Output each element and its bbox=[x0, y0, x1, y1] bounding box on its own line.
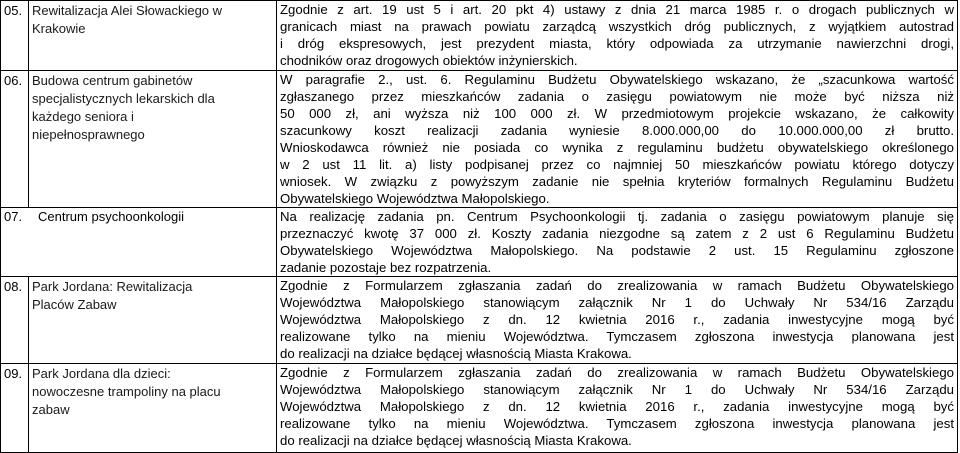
justification-line: wniosek. W związku z powyższym zadanie nie spełnia kryteriów formalnych Regulaminu Budżetu bbox=[280, 174, 954, 189]
justification bbox=[277, 1, 958, 71]
project-name-line: niepełnosprawnego bbox=[32, 127, 145, 142]
project-name bbox=[1, 208, 277, 277]
justification bbox=[277, 364, 958, 453]
project-name-line: zabaw bbox=[32, 402, 70, 417]
justification-line: w 2 ust 11 lit. a) listy podpisanej przez co najmniej 50 mieszkańców powiatu którego dotyczy bbox=[280, 157, 954, 172]
justification-line: do realizacji na działce będącej własnością Miasta Krakowa. bbox=[280, 346, 632, 361]
project-name-line: nowoczesne trampoliny na placu bbox=[32, 384, 221, 399]
row-number: 07. bbox=[4, 209, 23, 224]
justification bbox=[277, 208, 958, 277]
row-number: 06. bbox=[1, 71, 29, 208]
project-name-line: Rewitalizacja Alei Słowackiego w bbox=[32, 3, 223, 18]
project-name-line: specjalistycznych lekarskich dla bbox=[32, 91, 215, 106]
justification-line: realizowane tylko na mieniu Województwa. Tymczasem zgłoszona inwestycja planowana jest bbox=[280, 416, 954, 431]
justification-line: przeznaczyć kwotę 37 000 zł. Koszty zadania niezgodne są zatem z 2 ust 6 Regulaminu Budżetu bbox=[280, 226, 954, 241]
justification-line: Obywatelskiego Województwa Małopolskiego. Na podstawie 2 ust. 15 Regulaminu zgłoszone bbox=[280, 243, 954, 258]
justification bbox=[277, 277, 958, 364]
table-row-08 bbox=[1, 277, 958, 364]
justification-line: szacunkowy koszt realizacji zadania wyniesie 8.000.000,00 do 10.000.000,00 zł brutto. bbox=[280, 123, 954, 138]
project-name-line: Centrum psychoonkologii bbox=[38, 209, 184, 224]
justification-line: Na realizację zadania pn. Centrum Psychoonkologii tj. zadania o zasięgu powiatowym planuje się bbox=[280, 209, 954, 224]
table-row-05 bbox=[1, 1, 958, 71]
table-row-09 bbox=[1, 364, 958, 453]
justification-line: do realizacji na działce będącej własnością Miasta Krakowa. bbox=[280, 433, 632, 448]
table-row-07 bbox=[1, 208, 958, 277]
project-name bbox=[29, 1, 277, 71]
justification bbox=[277, 71, 958, 208]
justification-line: Zgodnie z art. 19 ust 5 i art. 20 pkt 4) ustawy z dnia 21 marca 1985 r. o drogach publicznych w bbox=[280, 2, 954, 17]
justification-line: granicach miast na prawach powiatu zarządcą wszystkich dróg publicznych, z wyjątkiem autostrad bbox=[280, 19, 954, 34]
justification-line: Województwa Małopolskiego z dn. 12 kwietnia 2016 r., zadania inwestycyjne mogą być bbox=[280, 312, 954, 327]
project-name bbox=[29, 364, 277, 453]
project-name-line: Placów Zabaw bbox=[32, 297, 117, 312]
project-name-line: każdego seniora i bbox=[32, 109, 134, 124]
row-number: 05. bbox=[1, 1, 29, 71]
justification-line: i dróg ekspresowych, jest prezydent miasta, który odpowiada za utrzymanie nawierzchni drogi, bbox=[280, 36, 954, 51]
justification-line: Województwa Małopolskiego stanowiącym załącznik Nr 1 do Uchwały Nr 534/16 Zarządu bbox=[280, 295, 954, 310]
justification-line: Obywatelskiego Województwa Małopolskiego. bbox=[280, 191, 550, 206]
project-name bbox=[29, 277, 277, 364]
row-number: 08. bbox=[1, 277, 29, 364]
justification-line: Zgodnie z Formularzem zgłaszania zadań do zrealizowania w ramach Budżetu Obywatelskiego bbox=[280, 278, 954, 293]
justification-line: zadanie pozostaje bez rozpatrzenia. bbox=[280, 260, 492, 275]
justification-line: Zgodnie z Formularzem zgłaszania zadań do zrealizowania w ramach Budżetu Obywatelskiego bbox=[280, 365, 954, 380]
project-name-line: Park Jordana: Rewitalizacja bbox=[32, 279, 193, 294]
project-name-line: Budowa centrum gabinetów bbox=[32, 73, 193, 88]
project-name bbox=[29, 71, 277, 208]
justification-line: zgłaszanego przez mieszkańców zadania o zasięgu powiatowym nie może być niższa niż bbox=[280, 89, 954, 104]
justification-line: 50 000 zł, ani wyższa niż 100 000 zł. W przedmiotowym projekcie wskazano, że całkowity bbox=[280, 106, 954, 121]
row-number: 09. bbox=[1, 364, 29, 453]
justification-line: realizowane tylko na mieniu Województwa. Tymczasem zgłoszona inwestycja planowana jest bbox=[280, 329, 954, 344]
justification-line: W paragrafie 2., ust. 6. Regulaminu Budżetu Obywatelskiego wskazano, że „szacunkowa wartość bbox=[280, 72, 954, 87]
justification-line: chodników oraz drogowych obiektów inżynierskich. bbox=[280, 53, 578, 68]
justification-line: Województwa Małopolskiego z dn. 12 kwietnia 2016 r., zadania inwestycyjne mogą być bbox=[280, 399, 954, 414]
table-row-06 bbox=[1, 71, 958, 208]
project-name-line: Park Jordana dla dzieci: bbox=[32, 366, 171, 381]
justification-line: Wnioskodawca również nie posiada co wynika z regulaminu budżetu obywatelskiego określonego bbox=[280, 140, 954, 155]
project-name-line: Krakowie bbox=[32, 21, 86, 36]
justification-line: Województwa Małopolskiego stanowiącym załącznik Nr 1 do Uchwały Nr 534/16 Zarządu bbox=[280, 382, 954, 397]
